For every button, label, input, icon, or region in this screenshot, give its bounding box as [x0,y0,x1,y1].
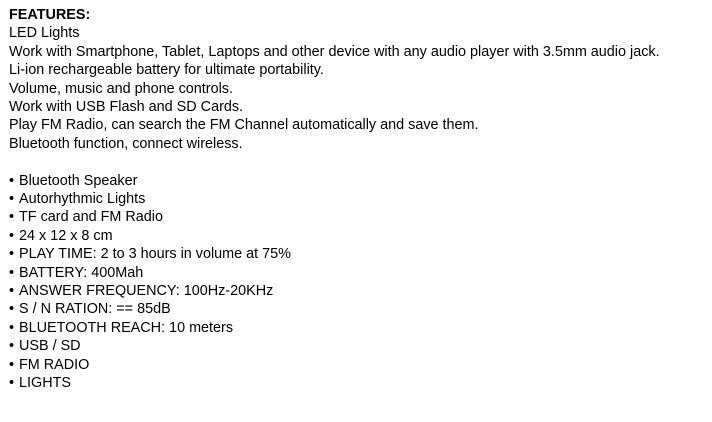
spec-bullet-item [9,300,699,318]
feature-line: Play FM Radio, can search the FM Channel automatically and save them. [9,117,479,134]
features-list [9,24,699,153]
spec-text: Autorhythmic Lights [19,191,146,208]
spec-text: FM RADIO [19,356,90,373]
spec-bullet-item [9,356,699,374]
feature-line: Li-ion rechargeable battery for ultimate portability. [9,62,324,79]
paragraph-spacer [9,153,699,171]
spec-bullet-item [9,172,699,190]
spec-text: BATTERY: 400Mah [19,264,144,281]
feature-line: LED Lights [9,25,80,42]
spec-bullet-item [9,208,699,226]
bullet-icon: • [9,264,15,281]
spec-bullet-item [9,245,699,263]
bullet-icon: • [9,246,15,263]
bullet-icon: • [9,283,15,300]
spec-text: S / N RATION: == 85dB [19,301,171,318]
document-body [9,6,699,393]
bullet-icon: • [9,338,15,355]
feature-line: Work with USB Flash and SD Cards. [9,99,244,116]
spec-text: LIGHTS [19,375,71,392]
bullet-icon: • [9,227,15,244]
feature-line: Bluetooth function, connect wireless. [9,135,243,152]
spec-text: BLUETOOTH REACH: 10 meters [19,319,234,336]
spec-bullet-item [9,319,699,337]
bullet-icon: • [9,301,15,318]
features-heading: FEATURES: [9,7,91,23]
bullet-icon: • [9,319,15,336]
feature-line: Volume, music and phone controls. [9,80,233,97]
spec-bullet-item [9,282,699,300]
spec-text: TF card and FM Radio [19,209,163,226]
spec-bullet-item [9,337,699,355]
spec-bullet-item [9,227,699,245]
spec-text: 24 x 12 x 8 cm [19,227,113,244]
spec-bullet-list [9,172,699,393]
bullet-icon: • [9,375,15,392]
spec-text: PLAY TIME: 2 to 3 hours in volume at 75% [19,246,291,263]
spec-text: Bluetooth Speaker [19,172,138,189]
feature-line: Work with Smartphone, Tablet, Laptops and other device with any audio player with 3.5mm audio jack. [9,43,660,60]
bullet-icon: • [9,209,15,226]
bullet-icon: • [9,356,15,373]
bullet-icon: • [9,172,15,189]
spec-bullet-item [9,190,699,208]
spec-text: ANSWER FREQUENCY: 100Hz-20KHz [19,283,274,300]
spec-bullet-item [9,264,699,282]
spec-bullet-item [9,374,699,392]
spec-text: USB / SD [19,338,81,355]
bullet-icon: • [9,191,15,208]
